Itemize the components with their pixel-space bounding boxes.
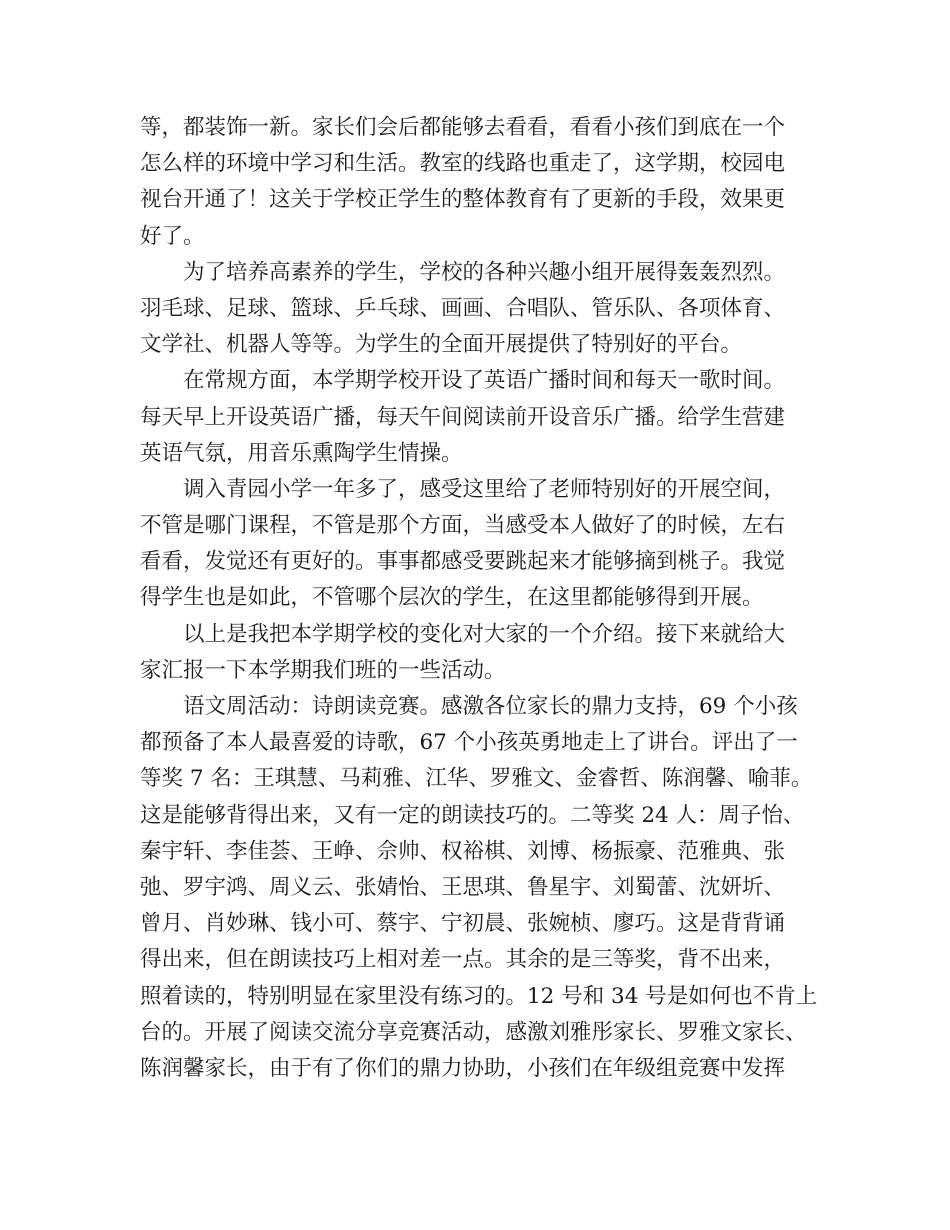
text-line: 弛、罗宇鸿、周义云、张婧怡、王思琪、鲁星宇、刘蜀蕾、沈妍圻、 <box>140 874 786 900</box>
text-line: 羽毛球、足球、篮球、乒乓球、画画、合唱队、管乐队、各项体育、 <box>140 295 786 321</box>
text-line: 得学生也是如此，不管哪个层次的学生，在这里都能够得到开展。 <box>140 585 764 611</box>
text-line: 都预备了本人最喜爱的诗歌，67 个小孩英勇地走上了讲台。评出了一 <box>140 730 798 756</box>
text-line: 看看，发觉还有更好的。事事都感受要跳起来才能够摘到桃子。我觉 <box>140 549 786 575</box>
document-body <box>140 110 818 1087</box>
text-line: 陈润馨家长，由于有了你们的鼎力协助，小孩们在年级组竞赛中发挥 <box>140 1055 786 1081</box>
text-line: 视台开通了！这关于学校正学生的整体教育有了更新的手段，效果更 <box>140 187 786 213</box>
text-line: 文学社、机器人等等。为学生的全面开展提供了特别好的平台。 <box>140 332 743 358</box>
text-line: 调入青园小学一年多了，感受这里给了老师特别好的开展空间， <box>140 476 786 502</box>
text-line: 在常规方面，本学期学校开设了英语广播时间和每天一歌时间。 <box>140 368 786 394</box>
text-line: 为了培养高素养的学生，学校的各种兴趣小组开展得轰轰烈烈。 <box>140 259 786 285</box>
text-line: 得出来，但在朗读技巧上相对差一点。其余的是三等奖，背不出来， <box>140 947 786 973</box>
text-line: 这是能够背得出来，又有一定的朗读技巧的。二等奖 24 人：周子怡、 <box>140 802 805 828</box>
text-line: 好了。 <box>140 223 205 249</box>
text-line: 每天早上开设英语广播，每天午间阅读前开设音乐广播。给学生营建 <box>140 404 786 430</box>
text-line: 以上是我把本学期学校的变化对大家的一个介绍。接下来就给大 <box>140 621 786 647</box>
text-line: 等奖 7 名：王琪慧、马莉雅、江华、罗雅文、金睿哲、陈润馨、喻菲。 <box>140 766 813 792</box>
text-line: 秦宇轩、李佳荟、王峥、佘帅、权裕棋、刘博、杨振豪、范雅典、张 <box>140 838 786 864</box>
text-line: 不管是哪门课程，不管是那个方面，当感受本人做好了的时候，左右 <box>140 513 786 539</box>
text-line: 家汇报一下本学期我们班的一些活动。 <box>140 657 506 683</box>
text-line: 等，都装饰一新。家长们会后都能够去看看，看看小孩们到底在一个 <box>140 115 786 140</box>
text-line: 曾月、肖妙琳、钱小可、蔡宇、宁初晨、张婉桢、廖巧。这是背背诵 <box>140 911 786 937</box>
text-line: 怎么样的环境中学习和生活。教室的线路也重走了，这学期，校园电 <box>140 151 786 177</box>
text-line: 英语气氛，用音乐熏陶学生情操。 <box>140 440 463 466</box>
text-line: 语文周活动：诗朗读竞赛。感激各位家长的鼎力支持，69 个小孩 <box>140 694 798 719</box>
text-line: 台的。开展了阅读交流分享竞赛活动，感激刘雅彤家长、罗雅文家长、 <box>140 1019 807 1045</box>
text-line: 照着读的，特别明显在家里没有练习的。12 号和 34 号是如何也不肯上 <box>140 983 818 1009</box>
